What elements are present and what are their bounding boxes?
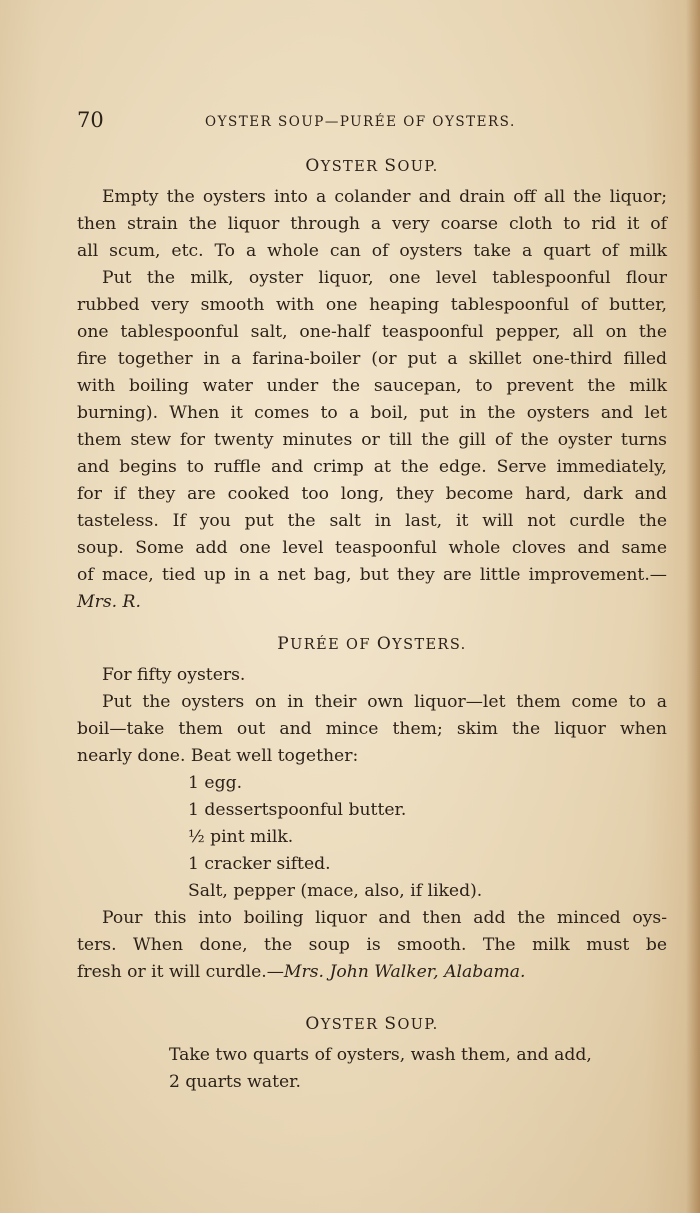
text-line: for if they are cooked too long, they become hard, dark and [77, 484, 667, 504]
text-line: and begins to ruffle and crimp at the edge. Serve immediately, [77, 457, 667, 477]
section-title: PURÉE OF OYSTERS. [277, 634, 467, 654]
text-line: all scum, etc. To a whole can of oysters take a quart of milk [77, 241, 667, 261]
text-line: ters. When done, the soup is smooth. The milk must be [77, 935, 667, 955]
text-line: Empty the oysters into a colander and drain off all the liquor; [102, 187, 667, 207]
text-line: fire together in a farina-boiler (or put a skillet one-third filled [77, 349, 667, 369]
text-line: with boiling water under the saucepan, to prevent the milk [77, 376, 667, 396]
text-line: For fifty oysters. [102, 665, 246, 685]
ingredient-item: ½ pint milk. [188, 827, 294, 847]
running-title: OYSTER SOUP—PURÉE OF OYSTERS. [205, 114, 516, 130]
text-line: rubbed very smooth with one heaping tablespoonful of butter, [77, 295, 667, 315]
ingredient-item: 1 egg. [188, 773, 243, 793]
attribution: Mrs. R. [77, 592, 141, 612]
page-number: 70 [77, 108, 104, 132]
text-line: Pour this into boiling liquor and then add the minced oys- [102, 908, 667, 928]
page-header [77, 108, 547, 138]
text-line: boil—take them out and mince them; skim the liquor when [77, 719, 667, 739]
text-line: them stew for twenty minutes or till the gill of the oyster turns [77, 430, 667, 450]
text-fragment: fresh or it will curdle.— [77, 962, 284, 982]
text-line: then strain the liquor through a very coarse cloth to rid it of [77, 214, 667, 234]
text-line: nearly done. Beat well together: [77, 746, 359, 766]
text-line: 2 quarts water. [169, 1072, 301, 1092]
ingredient-item: Salt, pepper (mace, also, if liked). [188, 881, 483, 901]
section-title: OYSTER SOUP. [305, 1014, 439, 1034]
text-line: Put the oysters on in their own liquor—let them come to a [102, 692, 667, 712]
text-line-with-attribution [77, 962, 525, 982]
text-line: burning). When it comes to a boil, put in the oysters and let [77, 403, 667, 423]
text-line: soup. Some add one level teaspoonful whole cloves and same [77, 538, 667, 558]
page-edge-shadow [686, 0, 700, 1213]
ingredient-item: 1 dessertspoonful butter. [188, 800, 407, 820]
attribution: Mrs. John Walker, Alabama. [283, 962, 526, 982]
text-line: Put the milk, oyster liquor, one level tablespoonful flour [102, 268, 667, 288]
text-line: of mace, tied up in a net bag, but they are little improvement.— [77, 565, 667, 585]
section-title: OYSTER SOUP. [305, 156, 439, 176]
ingredient-item: 1 cracker sifted. [188, 854, 331, 874]
text-line: tasteless. If you put the salt in last, it will not curdle the [77, 511, 667, 531]
text-line: one tablespoonful salt, one-half teaspoonful pepper, all on the [77, 322, 667, 342]
text-line: Take two quarts of oysters, wash them, and add, [169, 1045, 592, 1065]
